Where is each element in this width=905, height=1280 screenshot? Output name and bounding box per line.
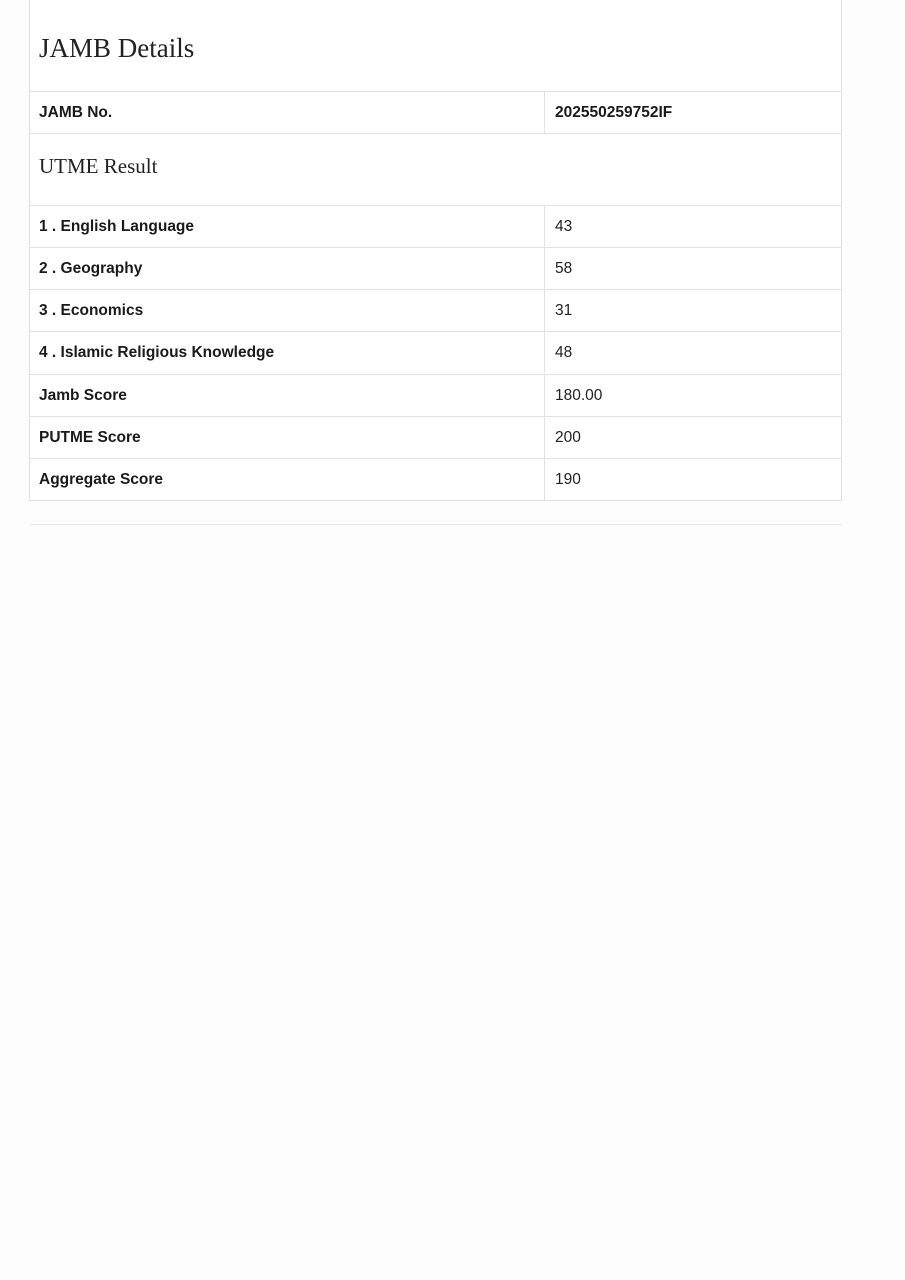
jamb-score-row [30,374,842,416]
subject-label: 1 . English Language [39,218,195,235]
aggregate-score-value: 190 [555,471,581,488]
subject-label: 2 . Geography [39,260,143,277]
bottom-divider [29,524,843,525]
subject-score: 43 [555,218,573,235]
subject-score: 48 [555,344,573,361]
subject-row-2 [30,247,842,289]
putme-score-value: 200 [555,429,581,446]
subject-row-4 [30,331,842,373]
aggregate-score-label: Aggregate Score [39,471,164,488]
jamb-number-label: JAMB No. [39,104,113,121]
putme-score-row [30,416,842,458]
cell-divider [544,332,545,373]
cell-divider [544,375,545,416]
cell-divider [544,459,545,500]
cell-divider [544,92,545,133]
subject-row-3 [30,289,842,331]
jamb-number-value: 202550259752IF [555,104,673,121]
subject-row-1 [30,205,842,247]
jamb-details-panel [29,0,842,501]
utme-result-title: UTME Result [39,154,158,178]
jamb-score-label: Jamb Score [39,387,127,404]
subject-score: 31 [555,302,573,319]
cell-divider [544,417,545,458]
cell-divider [544,206,545,247]
aggregate-score-row [30,458,842,501]
cell-divider [544,290,545,331]
subject-label: 3 . Economics [39,302,144,319]
jamb-score-value: 180.00 [555,387,603,404]
putme-score-label: PUTME Score [39,429,141,446]
cell-divider [544,248,545,289]
jamb-details-title: JAMB Details [39,33,195,63]
jamb-number-row [30,91,842,133]
subject-score: 58 [555,260,573,277]
subject-label: 4 . Islamic Religious Knowledge [39,344,275,361]
